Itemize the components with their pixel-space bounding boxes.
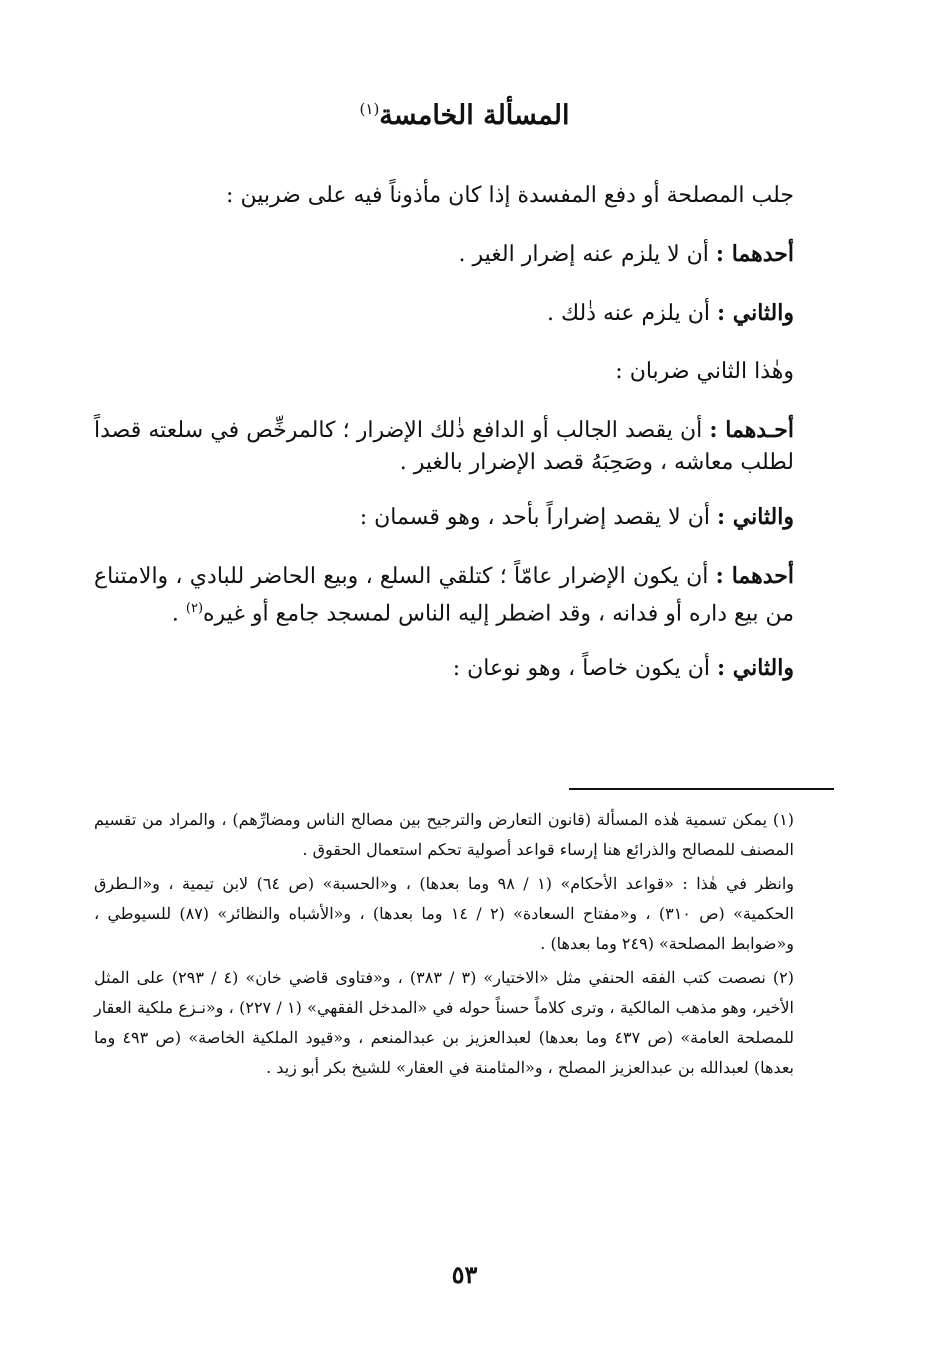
paragraph-text: أن يلزم عنه ذٰلك . bbox=[546, 301, 717, 326]
paragraph-no-intent bbox=[94, 501, 834, 534]
section-title-text: المسألة الخامسة bbox=[379, 100, 570, 131]
paragraph-intro bbox=[94, 180, 834, 212]
paragraph-text: أن يكون خاصاً ، وهو نوعان : bbox=[452, 656, 717, 682]
footnote-2 bbox=[94, 963, 834, 1083]
paragraph-general-harm bbox=[94, 560, 834, 630]
footnotes bbox=[94, 805, 834, 1087]
page-number: ٥٣ bbox=[451, 1260, 478, 1289]
paragraph-text: أن لا يلزم عنه إضرار الغير . bbox=[458, 242, 716, 267]
paragraph-lead: والثاني : bbox=[716, 504, 794, 530]
paragraph-text: وهٰذا الثاني ضربان : bbox=[615, 359, 794, 384]
main-text bbox=[94, 180, 834, 711]
paragraph-end: . bbox=[171, 601, 186, 627]
paragraph-first-type bbox=[94, 238, 834, 271]
paragraph-lead: والثاني : bbox=[716, 655, 794, 682]
paragraph-text: أن يقصد الجالب أو الدافع ذٰلك الإضرار ؛ كالمرخِّص في سلعته قصداً لطلب معاشه ، وصَحِبَهُ قصد الإضرار بالغير . bbox=[94, 418, 794, 475]
paragraph-intent-harm bbox=[94, 414, 834, 479]
paragraph-text: أن لا يقصد إضراراً بأحد ، وهو قسمان : bbox=[359, 505, 717, 530]
footnote-1-references-text: وانظر في هٰذا : «قواعد الأحكام» (١ / ٩٨ وما بعدها) ، و«الحسبة» (ص ٦٤) لابن تيمية ، و«الـطرق الحكمية» (ص ٣١٠) ، و«مفتاح السعادة» (٢ / ١٤ وما بعدها) ، و«الأشباه والنظائر» (٨٧) للسيوطي ، و«ضوابط المصلحة» (٢٤٩ وما بعدها) . bbox=[94, 874, 795, 953]
footnote-1 bbox=[94, 805, 834, 865]
paragraph-lead: أحدهما : bbox=[715, 241, 794, 267]
footnote-1-text: (١) يمكن تسمية هٰذه المسألة (قانون التعارض والترجيح بين مصالح الناس ومضارِّهم) ، والمراد من تقسيم المصنف للمصالح والذرائع هنا إرساء قواعد أصولية تحكم استعمال الحقوق . bbox=[94, 810, 794, 859]
section-title bbox=[0, 100, 929, 131]
footnote-marker: (٢) bbox=[185, 601, 204, 616]
footnote-divider bbox=[569, 788, 834, 790]
footnote-1-references bbox=[94, 869, 834, 959]
paragraph-lead: أحدهما : bbox=[715, 563, 794, 589]
paragraph-lead: والثاني : bbox=[716, 300, 794, 326]
paragraph-intro-text: جلب المصلحة أو دفع المفسدة إذا كان مأذوناً فيه على ضربين : bbox=[226, 183, 794, 208]
title-footnote-marker: (١) bbox=[359, 100, 380, 118]
paragraph-text: أن يكون الإضرار عامّاً ؛ كتلقي السلع ، وبيع الحاضر للبادي ، والامتناع من بيع داره أو فدانه ، وقد اضطر إليه الناس لمسجد جامع أو غيره bbox=[94, 564, 794, 627]
paragraph-lead: أحـدهما : bbox=[709, 417, 795, 443]
footnote-2-text: (٢) نصصت كتب الفقه الحنفي مثل «الاختيار» (٣ / ٣٨٣) ، و«فتاوى قاضي خان» (٤ / ٢٩٣) على المثل الأخير، وهو مذهب المالكية ، وترى كلاماً حسناً حوله في «المدخل الفقهي» (١ / ٢٢٧) ، و«نـزع ملكية العقار للمصلحة العامة» (ص ٤٣٧ وما بعدها) لعبدالعزيز بن عبدالمنعم ، و«قيود الملكية الخاصة» (ص ٤٩٣ وما بعدها) لعبدالله بن عبدالعزيز المصلح ، و«المثامنة في العقار» للشيخ بكر أبو زيد . bbox=[94, 968, 794, 1077]
paragraph-second-type bbox=[94, 297, 834, 330]
paragraph-second-subtypes bbox=[94, 356, 834, 388]
paragraph-specific-harm bbox=[94, 652, 834, 685]
